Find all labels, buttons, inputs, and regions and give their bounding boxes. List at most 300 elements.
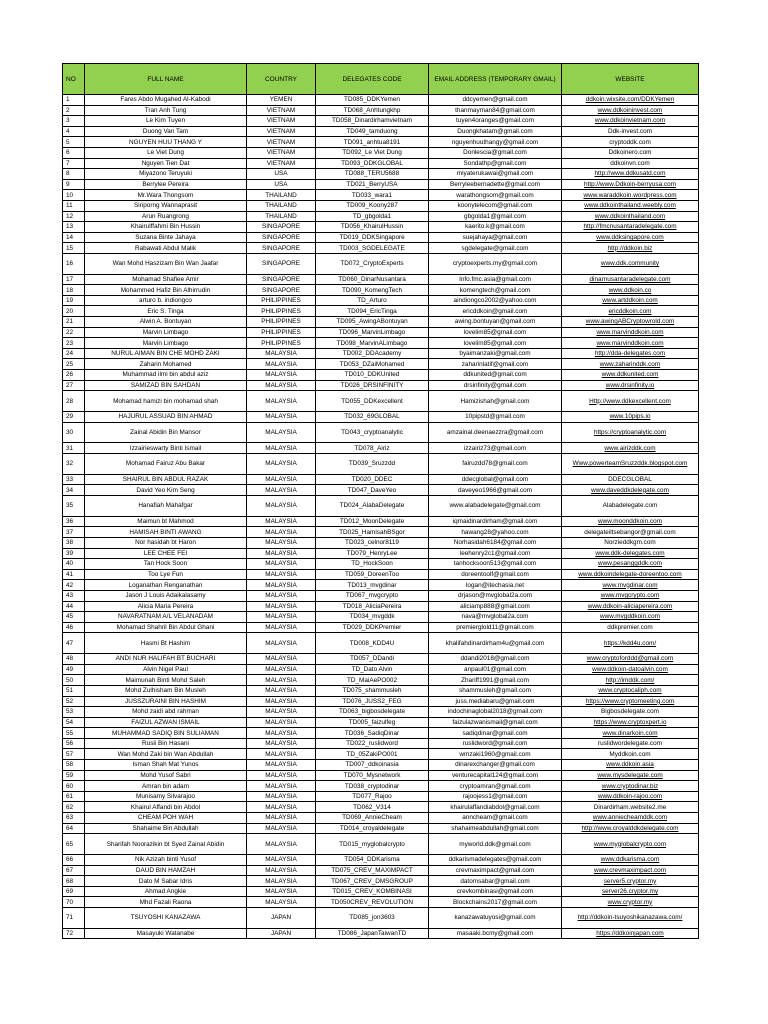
email-cell[interactable]: kanazawatuyosi@gmail.com bbox=[429, 907, 562, 928]
row-number: 18 bbox=[63, 285, 85, 296]
country-cell: JAPAN bbox=[247, 907, 316, 928]
website-cell[interactable]: www.10pips.io bbox=[562, 412, 699, 423]
full-name-cell: Arun Ruangrong bbox=[85, 211, 247, 222]
country-cell: MALAYSIA bbox=[247, 823, 316, 834]
table-row bbox=[63, 548, 699, 559]
row-number: 54 bbox=[63, 717, 85, 728]
row-number: 67 bbox=[63, 865, 85, 876]
delegate-code-cell: TD078_Airiz bbox=[316, 443, 429, 454]
table-row bbox=[63, 537, 699, 548]
email-cell[interactable]: tuyen4oranges@gmail.com bbox=[429, 116, 562, 127]
full-name-cell: Khairulffahmi Bin Hussin bbox=[85, 222, 247, 233]
email-cell[interactable]: indochinaglobal2018@gmail.com bbox=[429, 707, 562, 718]
delegate-code-cell: TD056_KhairulHussin bbox=[316, 222, 429, 233]
website-cell[interactable]: Dinardirham.website2.me bbox=[562, 802, 699, 813]
table-row bbox=[63, 200, 699, 211]
email-cell[interactable]: Zhariff1991@gmail.com bbox=[429, 675, 562, 686]
table-row bbox=[63, 147, 699, 158]
row-number: 70 bbox=[63, 897, 85, 908]
country-cell: MALAYSIA bbox=[247, 348, 316, 359]
website-cell[interactable]: www.dinarkoin.com bbox=[562, 728, 699, 739]
email-cell[interactable]: koonytelecom@gmail.com bbox=[429, 200, 562, 211]
website-cell[interactable]: www.ddkarisma.com bbox=[562, 855, 699, 866]
country-cell: MALAYSIA bbox=[247, 696, 316, 707]
full-name-cell: Mohd Yusof Sabri bbox=[85, 770, 247, 781]
email-cell[interactable]: Info.fmc.asia@gmail.com bbox=[429, 274, 562, 285]
table-row bbox=[63, 317, 699, 328]
email-cell[interactable]: lovelim85@gmail.com bbox=[429, 327, 562, 338]
website-cell[interactable]: https://ddkoinjapan.com bbox=[562, 928, 699, 939]
table-row bbox=[63, 813, 699, 824]
full-name-cell: Nik Azizah binti Yusof bbox=[85, 855, 247, 866]
full-name-cell: Shahaime Bin Abdullah bbox=[85, 823, 247, 834]
email-cell[interactable]: doreentoolf@gmail.com bbox=[429, 569, 562, 580]
website-cell[interactable]: www.crevmaximpact.com bbox=[562, 865, 699, 876]
country-cell: SINGAPORE bbox=[247, 253, 316, 274]
row-number: 22 bbox=[63, 327, 85, 338]
email-cell[interactable]: ddcyemen@gmail.com bbox=[429, 95, 562, 106]
country-cell: VIETNAM bbox=[247, 147, 316, 158]
website-cell[interactable]: https://cryptoanalytic.com bbox=[562, 422, 699, 443]
full-name-cell: Mr.Wara Thongsom bbox=[85, 190, 247, 201]
table-row bbox=[63, 601, 699, 612]
table-row bbox=[63, 738, 699, 749]
full-name-cell: MUHAMMAD SADIQ BIN SULIAMAN bbox=[85, 728, 247, 739]
website-cell[interactable]: http://ddkoin.biz bbox=[562, 243, 699, 254]
email-cell[interactable]: ddkunited@gmail.com bbox=[429, 370, 562, 381]
email-cell[interactable]: gbgolda1@gmail.com bbox=[429, 211, 562, 222]
delegate-code-cell: TD_Arturo bbox=[316, 295, 429, 306]
row-number: 7 bbox=[63, 158, 85, 169]
email-cell[interactable]: anpaul01@gmail.com bbox=[429, 664, 562, 675]
website-cell[interactable]: www.ddkoininvest.com bbox=[562, 105, 699, 116]
full-name-cell: Too Lye Fun bbox=[85, 569, 247, 580]
row-number: 72 bbox=[63, 928, 85, 939]
country-cell: THAILAND bbox=[247, 200, 316, 211]
country-cell: MALAYSIA bbox=[247, 527, 316, 538]
country-cell: PHILIPPINES bbox=[247, 338, 316, 349]
email-cell[interactable]: Norhasidah6184@gmail.com bbox=[429, 537, 562, 548]
email-cell[interactable]: faizulazwanismail@gmail.com bbox=[429, 717, 562, 728]
email-cell[interactable]: ruslidword@gmail.com bbox=[429, 738, 562, 749]
full-name-cell: NURUL AIMAN BIN CHE MOHD ZAKI bbox=[85, 348, 247, 359]
delegate-code-cell: TD050CREV_REVOLUTION bbox=[316, 897, 429, 908]
email-cell[interactable]: fairuzdd78@gmail.com bbox=[429, 454, 562, 475]
delegate-code-cell: TD049_tamduong bbox=[316, 126, 429, 137]
email-cell[interactable]: aindiongco2002@yahoo.com bbox=[429, 295, 562, 306]
delegate-code-cell: TD029_DDKPremier bbox=[316, 622, 429, 633]
table-row bbox=[63, 412, 699, 423]
website-cell[interactable]: www.cryptodinar.biz bbox=[562, 781, 699, 792]
table-row bbox=[63, 454, 699, 475]
table-row bbox=[63, 158, 699, 169]
website-cell[interactable]: Norzieddkgm.com bbox=[562, 537, 699, 548]
delegate-code-cell: TD063_bigbosdelegate bbox=[316, 707, 429, 718]
email-cell[interactable]: sgdelegate@gmail.com bbox=[429, 243, 562, 254]
email-cell[interactable]: leehenry2c1@gmail.com bbox=[429, 548, 562, 559]
full-name-cell: Eric S. Tinga bbox=[85, 306, 247, 317]
row-number: 38 bbox=[63, 537, 85, 548]
email-cell[interactable]: nguyenhuuthangy@gmail.com bbox=[429, 137, 562, 148]
delegate-code-cell: TD096_MarvinLimbago bbox=[316, 327, 429, 338]
delegate-code-cell: TD053_DZaiMohamed bbox=[316, 359, 429, 370]
full-name-cell: Jason J Louis Adaikalasamy bbox=[85, 590, 247, 601]
delegate-code-cell: TD067_mvgcrypto bbox=[316, 590, 429, 601]
email-cell[interactable]: ddecglobal@gmail.com bbox=[429, 474, 562, 485]
table-row bbox=[63, 580, 699, 591]
country-cell: MALAYSIA bbox=[247, 633, 316, 654]
table-row bbox=[63, 770, 699, 781]
website-cell[interactable]: Ddk-invest.com bbox=[562, 126, 699, 137]
row-number: 8 bbox=[63, 169, 85, 180]
table-row bbox=[63, 791, 699, 802]
table-row bbox=[63, 559, 699, 570]
website-cell[interactable]: http://www.croyalddkdelegate.com bbox=[562, 823, 699, 834]
email-cell[interactable]: zaharinlatif@gmail.com bbox=[429, 359, 562, 370]
email-cell[interactable]: ddkarismadelegates@gmail.com bbox=[429, 855, 562, 866]
email-cell[interactable]: cryptoamran@gmail.com bbox=[429, 781, 562, 792]
website-cell[interactable]: www.zaharinddk.com bbox=[562, 359, 699, 370]
website-cell[interactable]: http://dda-delegates.com bbox=[562, 348, 699, 359]
website-cell[interactable]: Bigbosdelegate.com bbox=[562, 707, 699, 718]
table-row bbox=[63, 696, 699, 707]
website-cell[interactable]: www.mvgddkoin.com bbox=[562, 612, 699, 623]
country-cell: MALAYSIA bbox=[247, 707, 316, 718]
row-number: 17 bbox=[63, 274, 85, 285]
delegate-code-cell: TD079_HenryLee bbox=[316, 548, 429, 559]
website-cell[interactable]: ericddkoin.com bbox=[562, 306, 699, 317]
email-cell[interactable]: tanhocksoon513@gmail.com bbox=[429, 559, 562, 570]
website-cell[interactable]: www.marvinddkoin.com bbox=[562, 338, 699, 349]
header-country: COUNTRY bbox=[247, 64, 316, 95]
email-cell[interactable]: khairulaffandiabdol@gmail.com bbox=[429, 802, 562, 813]
website-cell[interactable]: Http://www.ddkexcellent.com bbox=[562, 391, 699, 412]
row-number: 39 bbox=[63, 548, 85, 559]
website-cell[interactable]: www.myglobalcrypto.com bbox=[562, 834, 699, 855]
row-number: 3 bbox=[63, 116, 85, 127]
delegate-code-cell: TD005_faizulfeg bbox=[316, 717, 429, 728]
delegate-code-cell: TD091_anhtua8191 bbox=[316, 137, 429, 148]
country-cell: MALAYSIA bbox=[247, 548, 316, 559]
website-cell[interactable]: www.ddkunited.com bbox=[562, 370, 699, 381]
table-row bbox=[63, 274, 699, 285]
email-cell[interactable]: shahaimeabdullah@gmail.com bbox=[429, 823, 562, 834]
table-row bbox=[63, 348, 699, 359]
table-row bbox=[63, 781, 699, 792]
row-number: 57 bbox=[63, 749, 85, 760]
country-cell: MALAYSIA bbox=[247, 474, 316, 485]
website-cell[interactable]: www.airizddk.com bbox=[562, 443, 699, 454]
email-cell[interactable]: lovelim85@gmail.com bbox=[429, 338, 562, 349]
table-row bbox=[63, 443, 699, 454]
email-cell[interactable]: byaimanzaki@gmail.com bbox=[429, 348, 562, 359]
website-cell[interactable]: www.artddkoin.com bbox=[562, 295, 699, 306]
website-cell[interactable]: http://imddk.com/ bbox=[562, 675, 699, 686]
delegate-code-cell: TD062_V314 bbox=[316, 802, 429, 813]
row-number: 6 bbox=[63, 147, 85, 158]
full-name-cell: Mohamad hamizi bin mohamad shah bbox=[85, 391, 247, 412]
table-row bbox=[63, 327, 699, 338]
website-cell[interactable]: www.daveddkdelegate.com bbox=[562, 485, 699, 496]
email-cell[interactable]: khalifahdinardirham4u@gmail.com bbox=[429, 633, 562, 654]
website-cell[interactable]: http://ddkoin-tsuyoshikanazawa.com/ bbox=[562, 907, 699, 928]
row-number: 58 bbox=[63, 760, 85, 771]
website-cell[interactable]: www.mysdelegate.com bbox=[562, 770, 699, 781]
delegate-code-cell: TD026_DRSINFINITY bbox=[316, 380, 429, 391]
website-cell[interactable]: www.ddkoindelegate-doreentoo.com bbox=[562, 569, 699, 580]
website-cell[interactable]: www.mvgdinar.com bbox=[562, 580, 699, 591]
delegate-code-cell: TD025_HamisahBSgor bbox=[316, 527, 429, 538]
table-row bbox=[63, 243, 699, 254]
row-number: 15 bbox=[63, 243, 85, 254]
website-cell[interactable]: www.ddkoin-datoalvin.com bbox=[562, 664, 699, 675]
email-cell[interactable]: Blockchains2017@gmail.com bbox=[429, 897, 562, 908]
row-number: 50 bbox=[63, 675, 85, 686]
email-cell[interactable]: aliciamp888@gmail.com bbox=[429, 601, 562, 612]
table-row bbox=[63, 664, 699, 675]
full-name-cell: CHEAM POH WAH bbox=[85, 813, 247, 824]
website-cell[interactable]: www.ddkoin-rajoo.com bbox=[562, 791, 699, 802]
email-cell[interactable]: warathongsom@gmail.com bbox=[429, 190, 562, 201]
website-cell[interactable]: http://www.Ddkoin-berryusa.com bbox=[562, 179, 699, 190]
row-number: 65 bbox=[63, 834, 85, 855]
email-cell[interactable]: anncheam@gmail.com bbox=[429, 813, 562, 824]
table-row bbox=[63, 855, 699, 866]
website-cell[interactable]: www.ddkoin.asia bbox=[562, 760, 699, 771]
website-cell[interactable]: Alabadelegate.com bbox=[562, 496, 699, 517]
table-row bbox=[63, 516, 699, 527]
website-cell[interactable]: https://www.cryptomeeting.com bbox=[562, 696, 699, 707]
country-cell: PHILIPPINES bbox=[247, 317, 316, 328]
website-cell[interactable]: www.marvinddkoin.com bbox=[562, 327, 699, 338]
full-name-cell: Izzairieswarty Binti Ismail bbox=[85, 443, 247, 454]
table-row bbox=[63, 306, 699, 317]
website-cell[interactable]: www.ddkoin-aliciapereira.com bbox=[562, 601, 699, 612]
email-cell[interactable]: premierglold11@gmail.com bbox=[429, 622, 562, 633]
website-cell[interactable]: http://fmcnusantaradelegate.com bbox=[562, 222, 699, 233]
website-cell[interactable]: www.ddkoin.co bbox=[562, 285, 699, 296]
delegate-code-cell: TD090_KomengTech bbox=[316, 285, 429, 296]
delegate-code-cell: TD075_shammusleh bbox=[316, 685, 429, 696]
website-cell[interactable]: www.ddksingapore.com bbox=[562, 232, 699, 243]
table-row bbox=[63, 126, 699, 137]
email-cell[interactable]: Sondathp@gmail.com bbox=[429, 158, 562, 169]
email-cell[interactable]: Hamizishah@gmail.com bbox=[429, 391, 562, 412]
country-cell: SINGAPORE bbox=[247, 285, 316, 296]
email-cell[interactable]: komengtech@gmail.com bbox=[429, 285, 562, 296]
website-cell[interactable]: Www.powerteamSruzzddk.blogspot.com bbox=[562, 454, 699, 475]
row-number: 19 bbox=[63, 295, 85, 306]
row-number: 49 bbox=[63, 664, 85, 675]
table-row bbox=[63, 834, 699, 855]
full-name-cell: Mohamad Shafiee Amir bbox=[85, 274, 247, 285]
email-cell[interactable]: suejahaya@gmail.com bbox=[429, 232, 562, 243]
email-cell[interactable]: Donlescia@gmail.com bbox=[429, 147, 562, 158]
full-name-cell: Berrylee Pereira bbox=[85, 179, 247, 190]
email-cell[interactable]: dinarexchanger@gmail.com bbox=[429, 760, 562, 771]
country-cell: USA bbox=[247, 169, 316, 180]
row-number: 45 bbox=[63, 612, 85, 623]
website-cell[interactable]: www.drsinfinity.io bbox=[562, 380, 699, 391]
email-cell[interactable]: rajoojess1@gmail.com bbox=[429, 791, 562, 802]
delegate-code-cell: TD059_DoreenToo bbox=[316, 569, 429, 580]
website-cell[interactable]: www.cryptocaliph.com bbox=[562, 685, 699, 696]
email-cell[interactable]: crevkombinasi@gmail.com bbox=[429, 886, 562, 897]
email-cell[interactable]: hawang28@yahoo.com bbox=[429, 527, 562, 538]
delegate-code-cell: TD032_69GLOBAL bbox=[316, 412, 429, 423]
table-row bbox=[63, 865, 699, 876]
row-number: 30 bbox=[63, 422, 85, 443]
row-number: 42 bbox=[63, 580, 85, 591]
email-cell[interactable]: drjason@mvglobal2a.com bbox=[429, 590, 562, 601]
email-cell[interactable]: 10pipstd@gmail.com bbox=[429, 412, 562, 423]
email-cell[interactable]: miyaterukawai@gmail.com bbox=[429, 169, 562, 180]
country-cell: SINGAPORE bbox=[247, 232, 316, 243]
email-cell[interactable]: thanmayman84@gmail.com bbox=[429, 105, 562, 116]
country-cell: MALAYSIA bbox=[247, 422, 316, 443]
email-cell[interactable]: masaaki.bcmy@gmail.com bbox=[429, 928, 562, 939]
delegate-code-cell: TD047_DaveYeo bbox=[316, 485, 429, 496]
website-cell[interactable]: server5.cryptor.my bbox=[562, 876, 699, 887]
country-cell: MALAYSIA bbox=[247, 443, 316, 454]
delegate-code-cell: TD076_JUSS2_FEG bbox=[316, 696, 429, 707]
row-number: 47 bbox=[63, 633, 85, 654]
website-cell[interactable]: https://www.cryptoxpert.io bbox=[562, 717, 699, 728]
full-name-cell: Hanafiah Mahafgar bbox=[85, 496, 247, 517]
email-cell[interactable]: amzainal.deenaezzra@gmail.com bbox=[429, 422, 562, 443]
row-number: 44 bbox=[63, 601, 85, 612]
full-name-cell: Mohd Zulhisham Bin Musleh bbox=[85, 685, 247, 696]
website-cell[interactable]: www.awingABCryptowrold.com bbox=[562, 317, 699, 328]
email-cell[interactable]: wmzaki1960@gmail.com bbox=[429, 749, 562, 760]
full-name-cell: arturo b. indiongco bbox=[85, 295, 247, 306]
row-number: 20 bbox=[63, 306, 85, 317]
email-cell[interactable]: ddandi2018@gmail.com bbox=[429, 654, 562, 665]
email-cell[interactable]: sadiqdinar@gmail.com bbox=[429, 728, 562, 739]
email-cell[interactable]: myworld.ddk@gmail.com bbox=[429, 834, 562, 855]
website-cell[interactable]: www.cryptoforddd@gmail.com bbox=[562, 654, 699, 665]
email-cell[interactable]: izzairiz73@gmail.com bbox=[429, 443, 562, 454]
website-cell[interactable]: www.ddk-delegates.com bbox=[562, 548, 699, 559]
website-cell[interactable]: cryptoddk.com bbox=[562, 137, 699, 148]
website-cell[interactable]: Ddkoinero.com bbox=[562, 147, 699, 158]
website-cell[interactable]: www.anniecheamddk.com bbox=[562, 813, 699, 824]
website-cell[interactable]: www.mvgcrypto.com bbox=[562, 590, 699, 601]
website-cell[interactable]: www.pesanggddk.com bbox=[562, 559, 699, 570]
table-row bbox=[63, 95, 699, 106]
email-cell[interactable]: venturecapital124@gmail.com bbox=[429, 770, 562, 781]
delegate-code-cell: TD085_jon3603 bbox=[316, 907, 429, 928]
website-cell[interactable]: ruslidwordelegate.com bbox=[562, 738, 699, 749]
delegates-table bbox=[62, 63, 699, 939]
table-row bbox=[63, 496, 699, 517]
email-cell[interactable]: Duongkhatam@gmail.com bbox=[429, 126, 562, 137]
website-cell[interactable]: www.ddkointhailand.weebly.com bbox=[562, 200, 699, 211]
full-name-cell: NGUYEN HUU THANG Y bbox=[85, 137, 247, 148]
website-cell[interactable]: server26.cryptor.my bbox=[562, 886, 699, 897]
row-number: 14 bbox=[63, 232, 85, 243]
delegate-code-cell: TD094_EricTinga bbox=[316, 306, 429, 317]
email-cell[interactable]: logan@itechasia.net bbox=[429, 580, 562, 591]
website-cell[interactable]: www.waraddkoin.wordpress.com bbox=[562, 190, 699, 201]
delegate-code-cell: TD009_Koony287 bbox=[316, 200, 429, 211]
website-cell[interactable]: https://kdd4u.com/ bbox=[562, 633, 699, 654]
table-row bbox=[63, 285, 699, 296]
table-row bbox=[63, 802, 699, 813]
website-cell[interactable]: dinarnusantaradelegate.com bbox=[562, 274, 699, 285]
email-cell[interactable]: drsinfinity@gmail.com bbox=[429, 380, 562, 391]
table-row bbox=[63, 928, 699, 939]
email-cell[interactable]: www.alabadelegate@gmail.com bbox=[429, 496, 562, 517]
email-cell[interactable]: shammusleh@gmail.com bbox=[429, 685, 562, 696]
full-name-cell: Hasmi Bt Hashim bbox=[85, 633, 247, 654]
country-cell: MALAYSIA bbox=[247, 738, 316, 749]
country-cell: MALAYSIA bbox=[247, 391, 316, 412]
website-cell[interactable]: www.ddkoinvietnam.com bbox=[562, 116, 699, 127]
email-cell[interactable]: awing.bontuyan@gmail.com bbox=[429, 317, 562, 328]
table-body bbox=[63, 95, 699, 939]
website-cell[interactable]: delegateiltsebangor@gmail.com bbox=[562, 527, 699, 538]
delegate-code-cell: TD015_myglobalcrypto bbox=[316, 834, 429, 855]
email-cell[interactable]: iqmaidinardirham@gmail.com bbox=[429, 516, 562, 527]
website-cell[interactable]: ddkpremier.com bbox=[562, 622, 699, 633]
website-cell[interactable]: www.cryptor.my bbox=[562, 897, 699, 908]
email-cell[interactable]: datomsabar@gmail.com bbox=[429, 876, 562, 887]
table-row bbox=[63, 190, 699, 201]
row-number: 25 bbox=[63, 359, 85, 370]
email-cell[interactable]: juss.mediabaru@gmail.com bbox=[429, 696, 562, 707]
email-cell[interactable]: ericddkoin@gmail.com bbox=[429, 306, 562, 317]
row-number: 40 bbox=[63, 559, 85, 570]
email-cell[interactable]: Berryleebernadette@gmail.com bbox=[429, 179, 562, 190]
table-row bbox=[63, 760, 699, 771]
website-cell[interactable]: www.ddkointhailand.com bbox=[562, 211, 699, 222]
country-cell: MALAYSIA bbox=[247, 865, 316, 876]
website-cell[interactable]: http://www.ddkusatd.com bbox=[562, 169, 699, 180]
full-name-cell: DAUD BIN HAMZAH bbox=[85, 865, 247, 876]
email-cell[interactable]: daveyeo1966@gmail.com bbox=[429, 485, 562, 496]
table-row bbox=[63, 654, 699, 665]
country-cell: MALAYSIA bbox=[247, 559, 316, 570]
email-cell[interactable]: kaerito.k@gmail.com bbox=[429, 222, 562, 233]
header-no: NO bbox=[63, 64, 85, 95]
delegate-code-cell: TD007_ddkoinasia bbox=[316, 760, 429, 771]
table-row bbox=[63, 886, 699, 897]
full-name-cell: Marvin Limbago bbox=[85, 327, 247, 338]
country-cell: MALAYSIA bbox=[247, 760, 316, 771]
row-number: 63 bbox=[63, 813, 85, 824]
email-cell[interactable]: crevmaximpact@gmail.com bbox=[429, 865, 562, 876]
delegate-code-cell: TD010_DDKUnited bbox=[316, 370, 429, 381]
website-cell[interactable]: Myddkoin.com bbox=[562, 749, 699, 760]
delegate-code-cell: TD075_CREV_MAXIMPACT bbox=[316, 865, 429, 876]
country-cell: MALAYSIA bbox=[247, 612, 316, 623]
country-cell: JAPAN bbox=[247, 928, 316, 939]
website-cell[interactable]: ddkoin.wixsite.com/DDKYemen bbox=[562, 95, 699, 106]
website-cell[interactable]: ddkoinvn.com bbox=[562, 158, 699, 169]
full-name-cell: Maimun bt Mahmod bbox=[85, 516, 247, 527]
website-cell[interactable]: DDECGLOBAL bbox=[562, 474, 699, 485]
full-name-cell: Alwin A. Bontuyan bbox=[85, 317, 247, 328]
header-full-name: FULL NAME bbox=[85, 64, 247, 95]
row-number: 24 bbox=[63, 348, 85, 359]
country-cell: MALAYSIA bbox=[247, 654, 316, 665]
row-number: 2 bbox=[63, 105, 85, 116]
website-cell[interactable]: www.ddk.community bbox=[562, 253, 699, 274]
website-cell[interactable]: www.moonddkoin.com bbox=[562, 516, 699, 527]
email-cell[interactable]: cryptoexperts.my@gmail.com bbox=[429, 253, 562, 274]
email-cell[interactable]: nava@mvglobal2a.com bbox=[429, 612, 562, 623]
